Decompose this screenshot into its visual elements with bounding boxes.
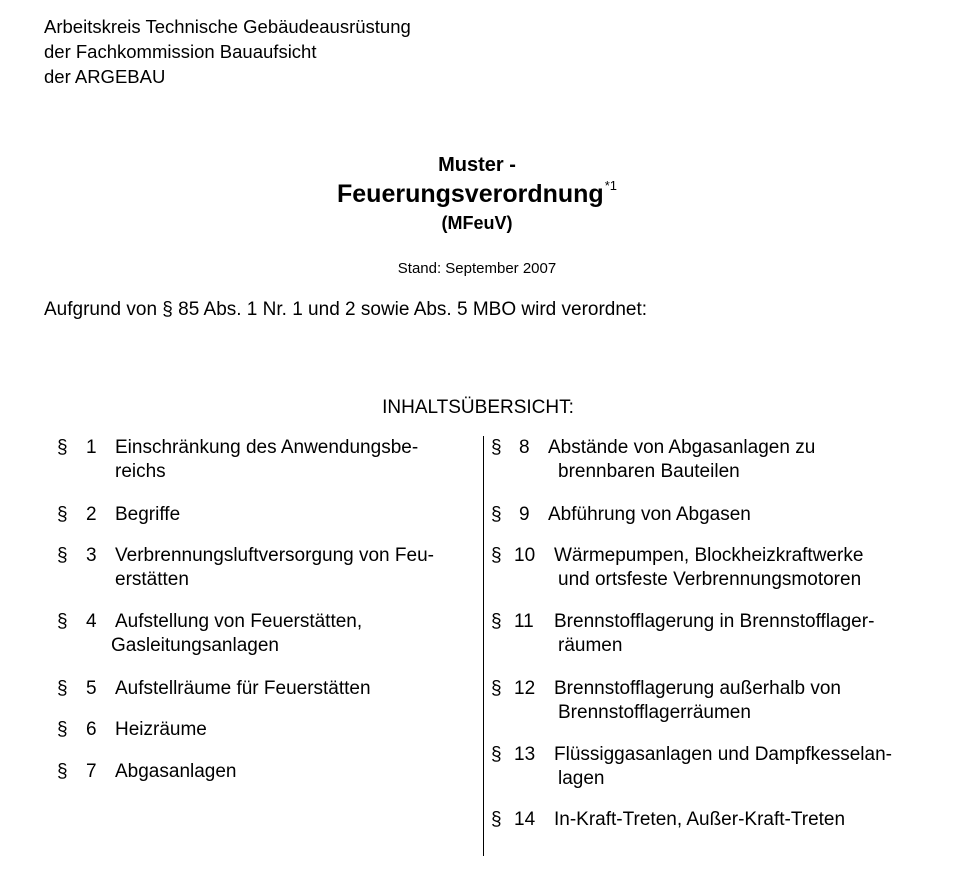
toc-entry-line: Einschränkung des Anwendungsbe-	[115, 437, 419, 458]
toc-heading: INHALTSÜBERSICHT:	[382, 397, 574, 418]
toc-entry-line: Brennstofflagerung in Brennstofflager-	[554, 611, 875, 632]
paragraph-sign: §	[491, 744, 502, 765]
toc-entry-title	[548, 436, 815, 484]
preamble: Aufgrund von § 85 Abs. 1 Nr. 1 und 2 sowie Abs. 5 MBO wird verordnet:	[44, 299, 648, 320]
toc-entry-line: Brennstofflagerung außerhalb von	[554, 678, 841, 699]
document-title-text: Feuerungsverordnung	[337, 180, 604, 208]
paragraph-sign: §	[57, 611, 68, 632]
toc-entry-title	[115, 718, 207, 742]
paragraph-sign: §	[491, 504, 502, 525]
issuing-body-line: der ARGEBAU	[44, 66, 166, 87]
toc-entry-line: erstätten	[115, 569, 189, 590]
toc-entry-line: lagen	[558, 768, 605, 789]
toc-entry-number: 7	[86, 761, 97, 782]
toc-entry-number: 4	[86, 611, 97, 632]
paragraph-sign: §	[491, 809, 502, 830]
toc-entry-number: 5	[86, 678, 97, 699]
paragraph-sign: §	[491, 678, 502, 699]
toc-entry-title	[111, 610, 363, 658]
toc-entry-number: 6	[86, 719, 97, 740]
paragraph-sign: §	[491, 437, 502, 458]
toc-entry-line: Aufstellräume für Feuerstätten	[115, 678, 371, 699]
issuing-body	[44, 14, 411, 89]
paragraph-sign: §	[57, 678, 68, 699]
document-title	[0, 178, 958, 210]
paragraph-sign: §	[57, 761, 68, 782]
paragraph-sign: §	[57, 504, 68, 525]
paragraph-sign: §	[57, 719, 68, 740]
toc-entry-title	[554, 544, 863, 592]
toc-entry-line: Wärmepumpen, Blockheizkraftwerke	[554, 545, 864, 566]
toc-entry-line: Heizräume	[115, 719, 207, 740]
toc-entry-title	[115, 760, 237, 784]
toc-entry-line: brennbaren Bauteilen	[558, 461, 740, 482]
toc-entry-title	[115, 544, 434, 592]
toc-entry-line: räumen	[558, 635, 623, 656]
toc-entry-number: 10	[514, 545, 536, 566]
toc-entry-title	[115, 677, 371, 701]
issuing-body-line: der Fachkommission Bauaufsicht	[44, 41, 317, 62]
toc-entry-line: In-Kraft-Treten, Außer-Kraft-Treten	[554, 809, 846, 830]
toc-entry-number: 8	[519, 437, 530, 458]
toc-entry-line: Flüssiggasanlagen und Dampfkesselan-	[554, 744, 892, 765]
footnote-mark: *1	[604, 178, 617, 193]
toc-entry-line: Brennstofflagerräumen	[558, 702, 751, 723]
toc-entry-line: Aufstellung von Feuerstätten,	[115, 611, 363, 632]
toc-entry-line: Gasleitungsanlagen	[111, 635, 279, 656]
toc-entry-line: und ortsfeste Verbrennungsmotoren	[558, 569, 862, 590]
toc-column-divider	[483, 436, 484, 856]
toc-entry-number: 14	[514, 809, 536, 830]
document-abbreviation: (MFeuV)	[441, 213, 513, 233]
document-type: Muster -	[438, 154, 516, 176]
toc-entry-title	[554, 743, 892, 791]
toc-entry-line: Begriffe	[115, 504, 181, 525]
toc-entry-title	[548, 503, 751, 527]
toc-entry-number: 2	[86, 504, 97, 525]
toc-entry-line: Abführung von Abgasen	[548, 504, 751, 525]
issuing-body-line: Arbeitskreis Technische Gebäudeausrüstung	[44, 16, 411, 37]
paragraph-sign: §	[491, 611, 502, 632]
paragraph-sign: §	[491, 545, 502, 566]
document-version: Stand: September 2007	[397, 260, 557, 277]
toc-entry-number: 1	[86, 437, 97, 458]
toc-entry-line: Abgasanlagen	[115, 761, 237, 782]
toc-entry-number: 9	[519, 504, 530, 525]
toc-entry-number: 11	[514, 611, 534, 632]
toc-entry-title	[554, 610, 874, 658]
toc-entry-title	[554, 677, 841, 725]
paragraph-sign: §	[57, 545, 68, 566]
toc-entry-number: 12	[514, 678, 536, 699]
toc-entry-line: Verbrennungsluftversorgung von Feu-	[115, 545, 434, 566]
toc-entry-title	[115, 436, 418, 484]
toc-entry-line: Abstände von Abgasanlagen zu	[548, 437, 816, 458]
toc-entry-title	[554, 808, 845, 832]
paragraph-sign: §	[57, 437, 68, 458]
toc-entry-number: 3	[86, 545, 97, 566]
toc-entry-number: 13	[514, 744, 536, 765]
toc-entry-line: reichs	[115, 461, 166, 482]
toc-entry-title	[115, 503, 180, 527]
